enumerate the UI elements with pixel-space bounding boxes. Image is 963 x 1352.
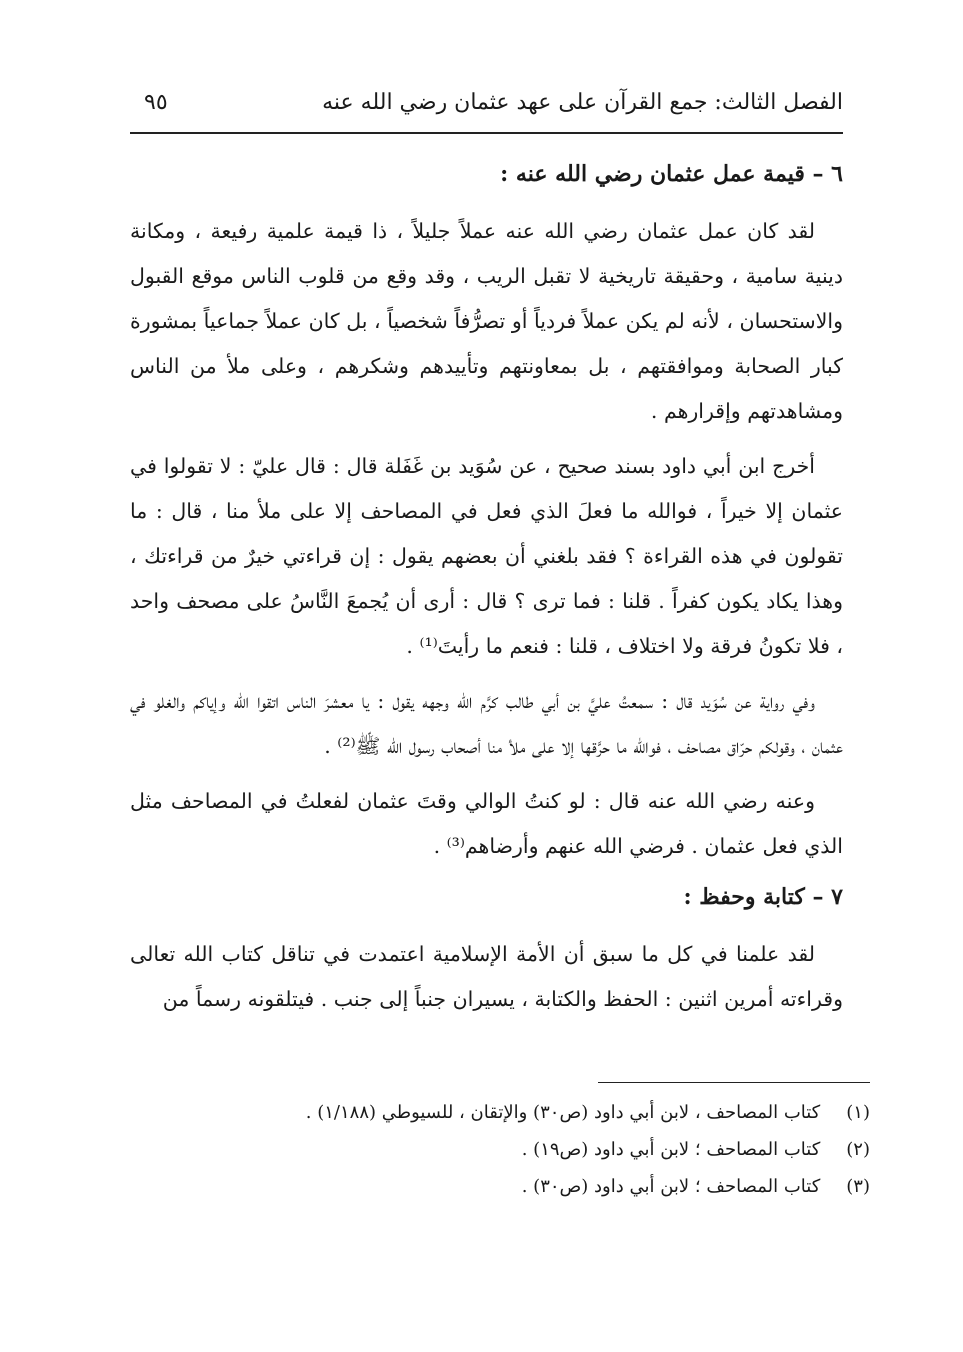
footnote-text: كتاب المصاحف ؛ لابن أبي داود (ص٣٠) .: [521, 1176, 821, 1197]
paragraph: أخرج ابن أبي داود بسند صحيح ، عن سُوَيد بن غَفَلة قال : قال عليّ : لا تقولوا في عثمان إلا خيراً ، فوالله ما فعلَ الذي فعل في المصاحف إلا على ملأ منا ، قال : ما تقولون في هذه القراءة ؟ فقد بلغني أن بعضهم يقول : إن قراءتي خيرٌ من قراءتك ، وهذا يكاد يكون كفراً . قلنا : فما ترى ؟ قال : أرى أن يُجمعَ النَّاسُ على مصحف واحد ، فلا تكونُ فرقة ولا اختلاف ، قلنا : فنعم ما رأيتَ⁽¹⁾ .: [130, 454, 843, 658]
paragraph: لقد علمنا في كل ما سبق أن الأمة الإسلامية اعتمدت في تناقل كتاب الله تعالى وقراءته أمرين اثنين : الحفظ والكتابة ، يسيران جنباً إلى جنب . فيتلقونه رسماً من: [130, 942, 843, 1011]
running-title: الفصل الثالث: جمع القرآن على عهد عثمان رضي الله عنه: [322, 90, 843, 115]
footnote-text: كتاب المصاحف ، لابن أبي داود (ص٣٠) والإتقان ، للسيوطي (١/١٨٨) .: [305, 1102, 821, 1123]
footnote-number: (١): [846, 1102, 870, 1123]
paragraph: لقد كان عمل عثمان رضي الله عنه عملاً جليلاً ، ذا قيمة علمية رفيعة ، ومكانة دينية سامية ، وحقيقة تاريخية لا تقبل الريب ، وقد وقع من قلوب الناس موقع القبول والاستحسان ، لأنه لم يكن عملاً فردياً أو تصرُّفاً شخصياً ، بل كان عملاً جماعياً بمشورة كبار الصحابة وموافقتهم ، بل بمعاونتهم وتأييدهم وشكرهم ، وعلى ملأ من الناس ومشاهدتهم وإقرارهم .: [130, 219, 843, 423]
footnote-item: [170, 1094, 870, 1131]
page-number: ٩٥: [144, 90, 168, 115]
page-body: [130, 152, 843, 1032]
footnote-separator: [598, 1082, 870, 1083]
footnotes: [170, 1094, 870, 1205]
page-header: [130, 80, 843, 134]
section-heading-6: ٦ – قيمة عمل عثمان رضي الله عنه :: [500, 161, 843, 187]
paragraph: وعنه رضي الله عنه قال : لو كنتُ الوالي وقتَ عثمان لفعلتُ في المصاحف مثل الذي فعل عثمان . فرضي الله عنهم وأرضاهم⁽³⁾ .: [130, 789, 843, 858]
footnote-number: (٣): [846, 1176, 870, 1197]
section-heading-7: ٧ – كتابة وحفظ :: [683, 884, 843, 910]
footnote-item: [170, 1131, 870, 1168]
footnote-number: (٢): [846, 1139, 870, 1160]
footnote-item: [170, 1168, 870, 1205]
paragraph: وفي رواية عن سُوَيد قال : سمعتُ عليَّ بن أبي طالب كرَّم الله وجهه يقول : يا معشرَ الناس اتقوا الله وإياكم والغلو في عثمان ، وقولكم حرّاق مصاحف ، فوالله ما حرَّقها إلا على ملأ منا أصحاب رسول الله ﷺ⁽²⁾ .: [130, 689, 843, 758]
footnote-text: كتاب المصاحف ؛ لابن أبي داود (ص١٩) .: [521, 1139, 821, 1160]
